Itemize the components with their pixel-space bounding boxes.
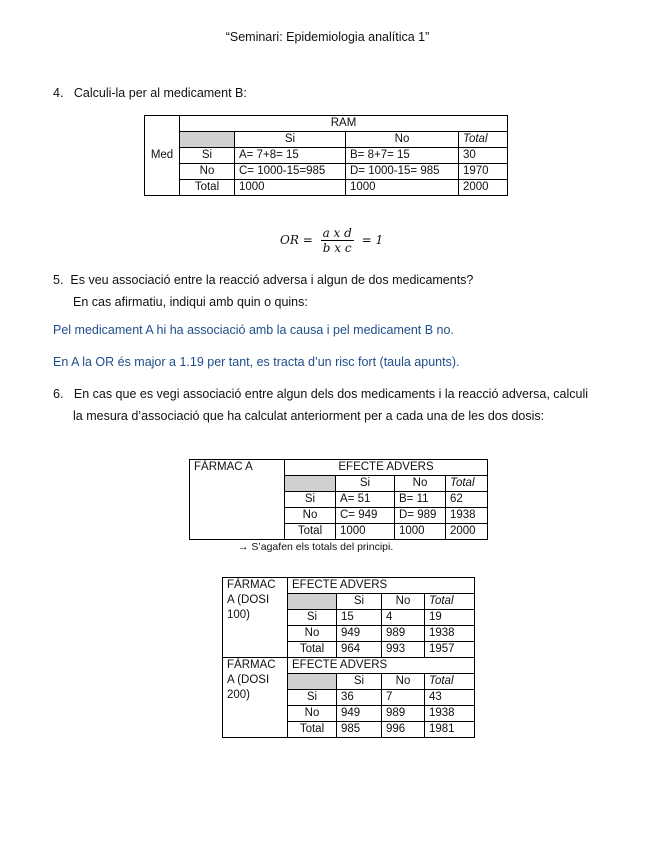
dose-200-cell: 996	[382, 722, 425, 738]
farmac-a-cell: C= 949	[336, 508, 395, 524]
question-6	[53, 386, 588, 424]
dose-200-cell: 949	[337, 706, 382, 722]
dose-200-row-header: Si	[288, 690, 337, 706]
dose-200-corner-line: FÀRMAC	[227, 659, 276, 671]
dose-100-corner-line: FÀRMAC	[227, 579, 276, 591]
ram-cell: C= 1000-15=985	[235, 164, 346, 180]
dose-100-blank-cell	[288, 594, 337, 610]
dose-100-cell: 949	[337, 626, 382, 642]
farmac-a-col-header: Si	[336, 476, 395, 492]
doses-table	[222, 577, 475, 738]
dose-200-cell: 989	[382, 706, 425, 722]
ram-cell: 1970	[459, 164, 508, 180]
question-5-line1: Es veu associació entre la reacció adversa i algun de dos medicaments?	[70, 273, 474, 287]
question-5	[53, 272, 473, 310]
dose-100-cell: 964	[337, 642, 382, 658]
question-4-text: Calculi-la per al medicament B:	[73, 86, 247, 100]
ram-col-header: Si	[235, 132, 346, 148]
dose-200-cell: 1938	[425, 706, 475, 722]
dose-100-corner	[223, 578, 288, 658]
farmac-a-row-header: No	[285, 508, 336, 524]
dose-200-col-header: Si	[337, 674, 382, 690]
dose-100-cell: 15	[337, 610, 382, 626]
dose-200-group-label: EFECTE ADVERS	[288, 658, 475, 674]
formula-fraction	[321, 226, 354, 255]
ram-row-header: Total	[180, 180, 235, 196]
dose-200-cell: 43	[425, 690, 475, 706]
formula-rhs: = 1	[361, 233, 384, 247]
ram-cell: B= 8+7= 15	[346, 148, 459, 164]
dose-100-corner-line: A (DOSI	[227, 594, 270, 606]
farmac-a-col-header: Total	[446, 476, 488, 492]
table-row	[145, 148, 508, 164]
farmac-a-row-header: Total	[285, 524, 336, 540]
dose-100-row-header: Si	[288, 610, 337, 626]
dose-200-cell: 1981	[425, 722, 475, 738]
farmac-a-cell: 2000	[446, 524, 488, 540]
answer-2: En A la OR és major a 1.19 per tant, es tracta d’un risc fort (taula apunts).	[53, 355, 460, 369]
farmac-a-cell: B= 11	[395, 492, 446, 508]
farmac-a-blank-cell	[285, 476, 336, 492]
ram-row-header: Si	[180, 148, 235, 164]
farmac-a-table	[189, 459, 488, 540]
formula-lhs: OR =	[280, 233, 313, 247]
question-6-number: 6.	[53, 387, 64, 401]
question-4	[53, 85, 247, 101]
farmac-a-cell: D= 989	[395, 508, 446, 524]
ram-col-header: No	[346, 132, 459, 148]
dose-200-corner-line: A (DOSI	[227, 674, 270, 686]
farmac-a-cell: A= 51	[336, 492, 395, 508]
dose-100-cell: 1957	[425, 642, 475, 658]
dose-100-col-header: Si	[337, 594, 382, 610]
dose-200-corner	[223, 658, 288, 738]
ram-row-header: No	[180, 164, 235, 180]
ram-cell: A= 7+8= 15	[235, 148, 346, 164]
formula-denominator: b x c	[322, 241, 352, 255]
dose-200-row-header: No	[288, 706, 337, 722]
dose-100-col-header: Total	[425, 594, 475, 610]
farmac-a-cell: 1000	[395, 524, 446, 540]
farmac-a-cell: 1938	[446, 508, 488, 524]
ram-cell: 1000	[346, 180, 459, 196]
ram-corner-cell	[180, 132, 235, 148]
page-header: “Seminari: Epidemiologia analítica 1”	[225, 30, 430, 44]
farmac-a-group-label: EFECTE ADVERS	[285, 460, 488, 476]
farmac-a-cell: 1000	[336, 524, 395, 540]
dose-200-corner-line: 200)	[227, 689, 251, 701]
farmac-a-cell: 62	[446, 492, 488, 508]
farmac-a-corner: FÀRMAC A	[190, 460, 285, 540]
dose-100-col-header: No	[382, 594, 425, 610]
dose-100-cell: 4	[382, 610, 425, 626]
question-6-line1: En cas que es vegi associació entre algun dels dos medicaments i la reacció adversa, calculi	[73, 387, 589, 401]
farmac-a-col-header: No	[395, 476, 446, 492]
table-row	[145, 164, 508, 180]
answer-1: Pel medicament A hi ha associació amb la causa i pel medicament B no.	[53, 323, 454, 337]
ram-cell: 2000	[459, 180, 508, 196]
dose-100-cell: 19	[425, 610, 475, 626]
dose-100-group-label: EFECTE ADVERS	[288, 578, 475, 594]
totals-note: → S’agafen els totals del principi.	[238, 541, 394, 553]
dose-100-cell: 1938	[425, 626, 475, 642]
dose-200-row-header: Total	[288, 722, 337, 738]
dose-100-corner-line: 100)	[227, 609, 251, 621]
dose-200-col-header: No	[382, 674, 425, 690]
question-5-line2: En cas afirmatiu, indiqui amb quin o quins:	[73, 295, 308, 309]
farmac-a-row-header: Si	[285, 492, 336, 508]
ram-cell: 30	[459, 148, 508, 164]
ram-group-label: RAM	[180, 116, 508, 132]
question-6-line2: la mesura d’associació que ha calculat anteriorment per a cada una de les dos dosis:	[73, 409, 545, 423]
ram-cell: D= 1000-15= 985	[346, 164, 459, 180]
dose-100-cell: 993	[382, 642, 425, 658]
dose-200-blank-cell	[288, 674, 337, 690]
formula-numerator: a x d	[322, 226, 352, 240]
dose-200-col-header: Total	[425, 674, 475, 690]
ram-row-label: Med	[145, 116, 180, 196]
odds-ratio-formula	[280, 226, 383, 255]
question-4-number: 4.	[53, 86, 64, 100]
dose-200-cell: 36	[337, 690, 382, 706]
dose-100-cell: 989	[382, 626, 425, 642]
dose-200-cell: 985	[337, 722, 382, 738]
ram-cell: 1000	[235, 180, 346, 196]
table-row	[145, 180, 508, 196]
ram-table	[144, 115, 508, 196]
ram-col-header: Total	[459, 132, 508, 148]
question-5-number: 5.	[53, 273, 64, 287]
dose-100-row-header: No	[288, 626, 337, 642]
dose-200-cell: 7	[382, 690, 425, 706]
dose-100-row-header: Total	[288, 642, 337, 658]
